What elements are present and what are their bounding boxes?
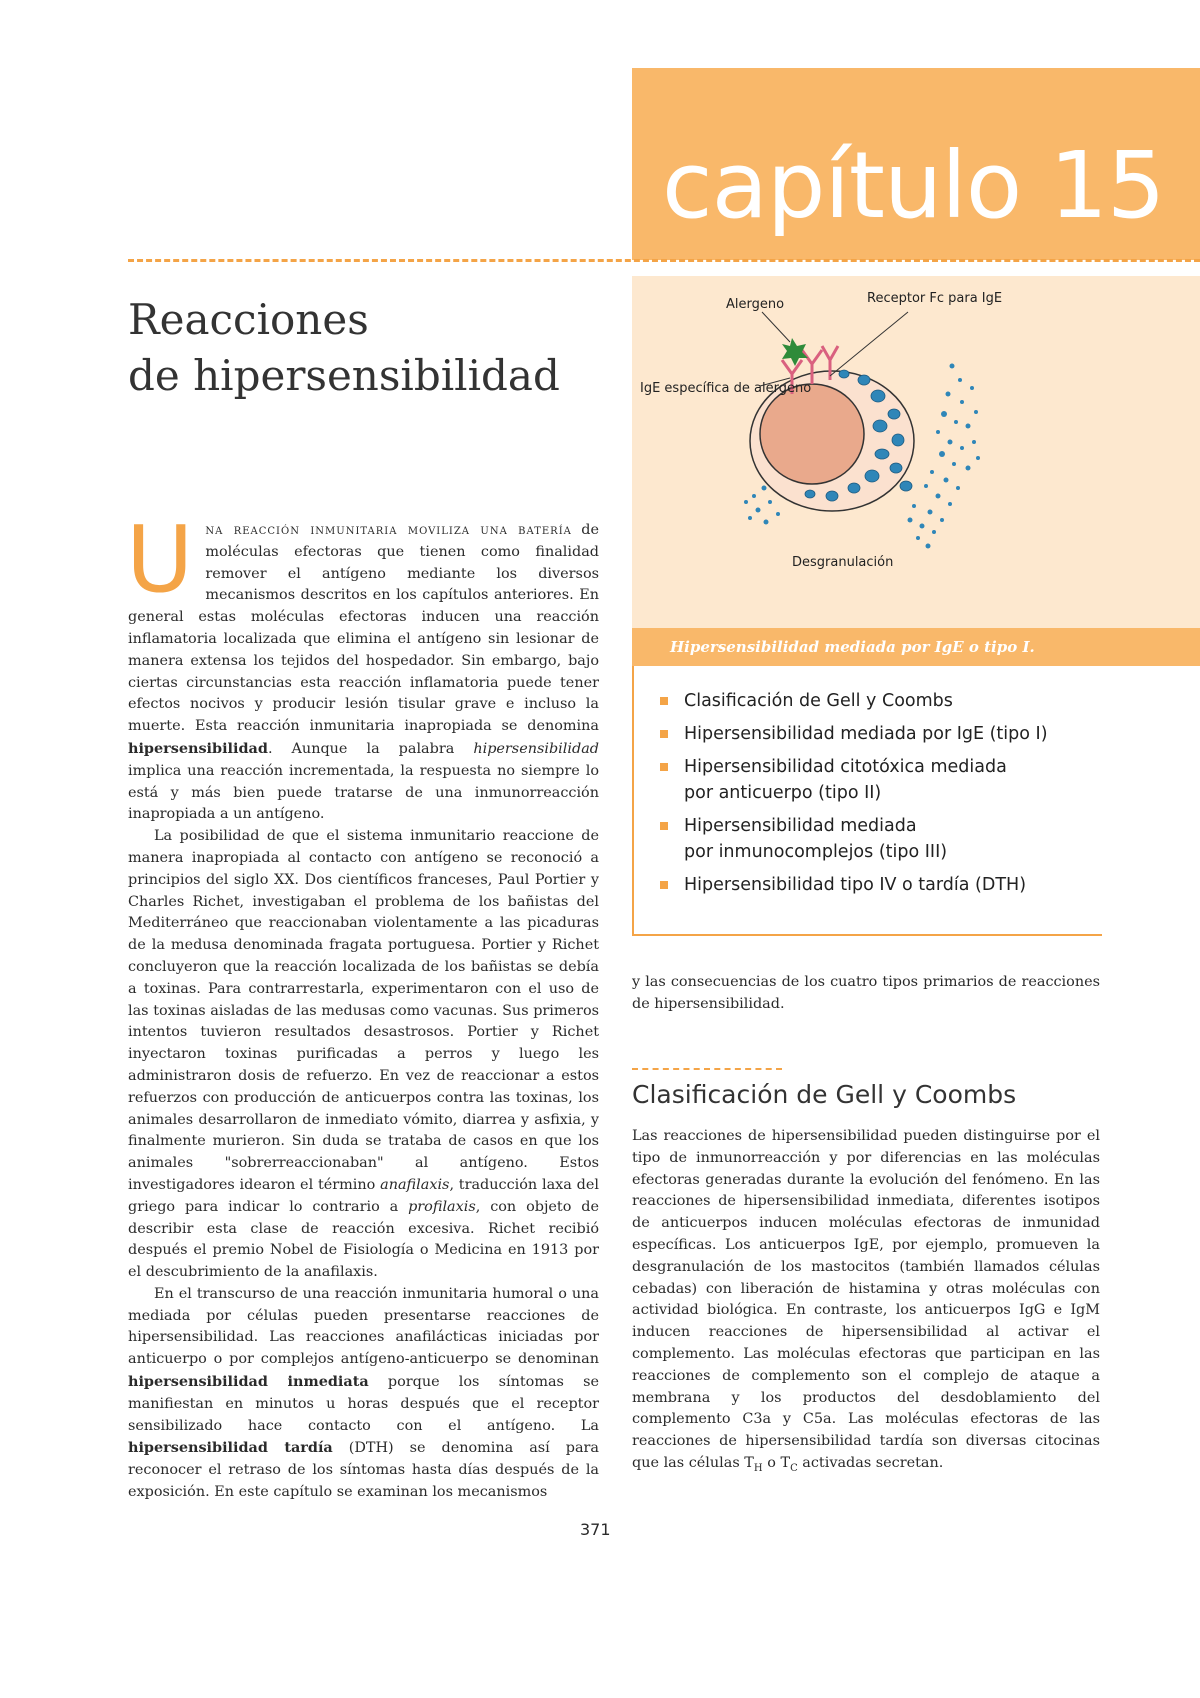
label-allergen: Alergeno xyxy=(726,297,785,312)
toc-item: Hipersensibilidad citotóxica mediada por anticuerpo (tipo II) xyxy=(660,754,1102,806)
paragraph-history: La posibilidad de que el sistema inmunitario reaccione de manera inapropiada al contacto con antígeno se reconoció a principios del siglo XX. Dos científicos franceses, Paul Portier y Charles Richet, investigaban el problema de los bañistas del Mediterráneo que reaccionaban violentamente a las picaduras de la medusa denominada fragata portuguesa. Portier y Richet concluyeron que la reacción localizada de los bañistas se debía a toxinas. Para contrarrestarla, experimentaron con el uso de las toxinas aisladas de las medusas como vacunas. Sus primeros intentos tuvieron resultados desastrosos. Portier y Richet inyectaron toxinas purificadas a perros y luego les administraron dosis de refuerzo. En vez de reaccionar a estos refuerzos con producción de anticuerpos contra las toxinas, los animales desarrollaron de inmediato vómito, diarrea y asfixia, y finalmente murieron. Sin duda se trataba de casos en que los animales "sobrerreaccionaban" al antígeno. Estos investigadores idearon el término anafilaxis, traducción laxa del griego para indicar lo contrario a profilaxis, con objeto de describir esta clase de reacción excesiva. Richet recibió después el premio Nobel de Fisiología o Medicina en 1913 por el descubrimiento de la anafilaxis. xyxy=(128,828,599,1281)
body-column-right-continuation: y las consecuencias de los cuatro tipos primarios de reacciones de hipersensibilidad. xyxy=(632,974,1100,1012)
bullet-icon xyxy=(660,822,668,830)
dashed-divider xyxy=(128,259,1200,262)
page-title xyxy=(128,292,560,404)
toc-item: Clasificación de Gell y Coombs xyxy=(660,688,1102,714)
chapter-contents xyxy=(632,666,1102,936)
label-ige: IgE específica de alergeno xyxy=(640,381,812,396)
chapter-title: capítulo 15 xyxy=(662,132,1165,239)
label-receptor: Receptor Fc para IgE xyxy=(867,291,1003,306)
nucleus xyxy=(760,384,864,484)
label-degranulation: Desgranulación xyxy=(792,555,894,570)
paragraph-intro: Una reacción inmunitaria moviliza una batería de moléculas efectoras que tienen como finalidad remover el antígeno mediante los diversos mecanismos descritos en los capítulos anteriores. En general estas moléculas efectoras inducen una reacción inflamatoria localizada que elimina el antígeno sin lesionar de manera extensa los tejidos del hospedador. Sin embargo, bajo ciertas circunstancias esta reacción inflamatoria puede tener efectos nocivos y producir lesión tisular grave e incluso la muerte. Esta reacción inmunitaria inapropiada se denomina hipersensibilidad. Aunque la palabra hipersensibilidad implica una reacción incrementada, la respuesta no siempre lo está y más bien puede tratarse de una inmunorreacción inapropiada a un antígeno. xyxy=(126,506,600,823)
title-line-2: de hipersensibilidad xyxy=(128,351,560,400)
bullet-icon xyxy=(660,763,668,771)
page-number: 371 xyxy=(580,1520,611,1539)
paragraph-classification: Las reacciones de hipersensibilidad pueden distinguirse por el tipo de inmunorreacción y por diferencias en las moléculas efectoras generadas durante la evolución del fenómeno. En las reacciones de hipersensibilidad inmediata, diferentes isotipos de anticuerpos inducen moléculas efectoras de inmunidad específicas. Los anticuerpos IgE, por ejemplo, promueven la desgranulación de los mastocitos (también llamados células cebadas) con liberación de histamina y otras moléculas con actividad biológica. En contraste, los anticuerpos IgG e IgM inducen reacciones de hipersensibilidad al activar el complemento. Las moléculas efectoras que participan en las reacciones de complemento son el complejo de ataque a membrana y los productos del desdoblamiento del complemento C3a y C5a. Las moléculas efectoras de las reacciones de hipersensibilidad tardía son diversas citocinas que las células $T_H$ o $T_C$ activadas secretan. xyxy=(632,1128,1100,1474)
paragraph-types: En el transcurso de una reacción inmunitaria humoral o una mediada por células pueden presentarse reacciones de hipersensibilidad. Las reacciones anafilácticas iniciadas por anticuerpo o por complejos antígeno-anticuerpo se denominan hipersensibilidad inmediata porque los síntomas se manifiestan en minutos u horas después que el receptor sensibilizado hace contacto con el antígeno. La hipersensibilidad tardía (DTH) se denomina así para reconocer el retraso de los síntomas hasta días después de la exposición. En este capítulo se examinan los mecanismos xyxy=(128,1285,600,1501)
bullet-icon xyxy=(660,881,668,889)
bullet-icon xyxy=(660,730,668,738)
section-heading: Clasificación de Gell y Coombs xyxy=(632,1080,1017,1109)
section-divider xyxy=(632,1068,782,1070)
body-column-left xyxy=(126,506,600,1504)
title-line-1: Reacciones xyxy=(128,295,369,344)
mast-cell-figure xyxy=(632,276,1200,628)
toc-item: Hipersensibilidad mediada por IgE (tipo I) xyxy=(660,721,1102,747)
toc-item: Hipersensibilidad mediada por inmunocomplejos (tipo III) xyxy=(660,813,1102,865)
body-column-right xyxy=(632,1126,1100,1480)
figure-caption: Hipersensibilidad mediada por IgE o tipo I. xyxy=(670,638,1035,656)
bullet-icon xyxy=(660,697,668,705)
drop-cap: U xyxy=(126,506,194,613)
toc-item: Hipersensibilidad tipo IV o tardía (DTH) xyxy=(660,872,1102,898)
